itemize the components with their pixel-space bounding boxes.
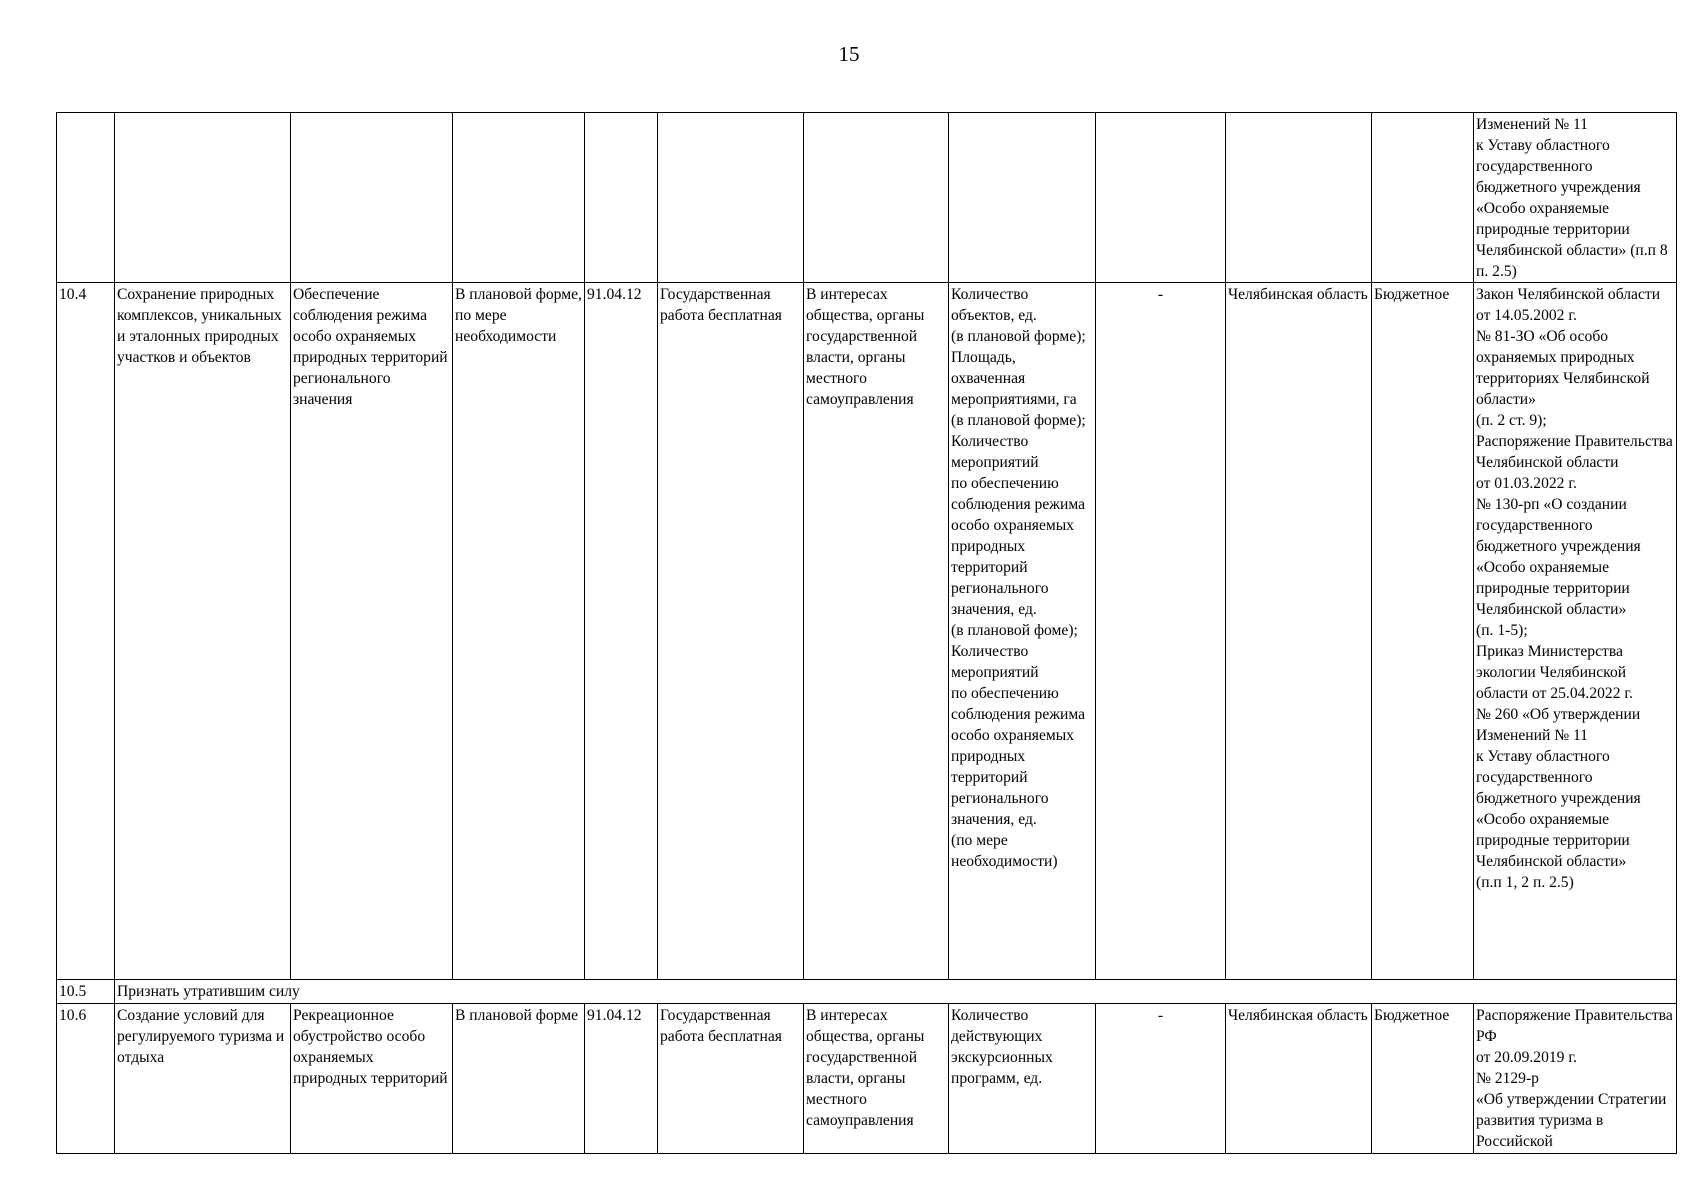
cell-name: Сохранение природных комплексов, уникальных и эталонных природных участков и объектов [115, 283, 291, 980]
cell-dash [1096, 113, 1226, 283]
cell-repealed: Признать утратившим силу [115, 980, 1677, 1004]
cell-code: 91.04.12 [585, 1004, 658, 1154]
cell-content: Рекреационное обустройство особо охраняемых природных территорий [291, 1004, 453, 1154]
cell-type: Государственная работа бесплатная [658, 1004, 804, 1154]
cell-dash: - [1096, 1004, 1226, 1154]
cell-consumers: В интересах общества, органы государственной власти, органы местного самоуправления [804, 283, 949, 980]
table-row [57, 283, 1677, 980]
cell-number: 10.5 [57, 980, 115, 1004]
cell-indicators: Количество объектов, ед. (в плановой форме); Площадь, охваченная мероприятиями, га (в плановой форме); Количество мероприятий по обеспечению соблюдения режима особо охраняемых природных территорий регионального значения, ед. (в плановой фоме); Количество мероприятий по обеспечению соблюдения режима особо охраняемых природных территорий регионального значения, ед. (по мере необходимости) [949, 283, 1096, 980]
cell-indicators: Количество действующих экскурсионных программ, ед. [949, 1004, 1096, 1154]
cell-number: 10.6 [57, 1004, 115, 1154]
cell-institution [1372, 113, 1474, 283]
registry-table [56, 112, 1677, 1154]
page-number: 15 [838, 42, 860, 66]
table-row [57, 113, 1677, 283]
cell-territory: Челябинская область [1226, 283, 1372, 980]
cell-consumers: В интересах общества, органы государственной власти, органы местного самоуправления [804, 1004, 949, 1154]
cell-basis: Изменений № 11 к Уставу областного государственного бюджетного учреждения «Особо охраняемые природные территории Челябинской области» (п.п 8 п. 2.5) [1474, 113, 1677, 283]
cell-territory: Челябинская область [1226, 1004, 1372, 1154]
cell-code: 91.04.12 [585, 283, 658, 980]
cell-form: В плановой форме [453, 1004, 585, 1154]
cell-institution: Бюджетное [1372, 283, 1474, 980]
cell-basis: Закон Челябинской области от 14.05.2002 г. № 81-ЗО «Об особо охраняемых природных территориях Челябинской области» (п. 2 ст. 9); Распоряжение Правительства Челябинской области от 01.03.2022 г. № 130-рп «О создании государственного бюджетного учреждения «Особо охраняемые природные территории Челябинской области» (п. 1-5); Приказ Министерства экологии Челябинской области от 25.04.2022 г. № 260 «Об утверждении Изменений № 11 к Уставу областного государственного бюджетного учреждения «Особо охраняемые природные территории Челябинской области» (п.п 1, 2 п. 2.5) [1474, 283, 1677, 980]
cell-dash: - [1096, 283, 1226, 980]
cell-name [115, 113, 291, 283]
cell-number [57, 113, 115, 283]
cell-type [658, 113, 804, 283]
table-row [57, 980, 1677, 1004]
cell-code [585, 113, 658, 283]
cell-consumers [804, 113, 949, 283]
cell-content [291, 113, 453, 283]
cell-basis: Распоряжение Правительства РФ от 20.09.2019 г. № 2129-р «Об утверждении Стратегии развития туризма в Российской [1474, 1004, 1677, 1154]
cell-territory [1226, 113, 1372, 283]
cell-form: В плановой форме, по мере необходимости [453, 283, 585, 980]
table-row [57, 1004, 1677, 1154]
cell-content: Обеспечение соблюдения режима особо охраняемых природных территорий регионального значения [291, 283, 453, 980]
cell-number: 10.4 [57, 283, 115, 980]
cell-indicators [949, 113, 1096, 283]
cell-form [453, 113, 585, 283]
cell-name: Создание условий для регулируемого туризма и отдыха [115, 1004, 291, 1154]
cell-institution: Бюджетное [1372, 1004, 1474, 1154]
cell-type: Государственная работа бесплатная [658, 283, 804, 980]
